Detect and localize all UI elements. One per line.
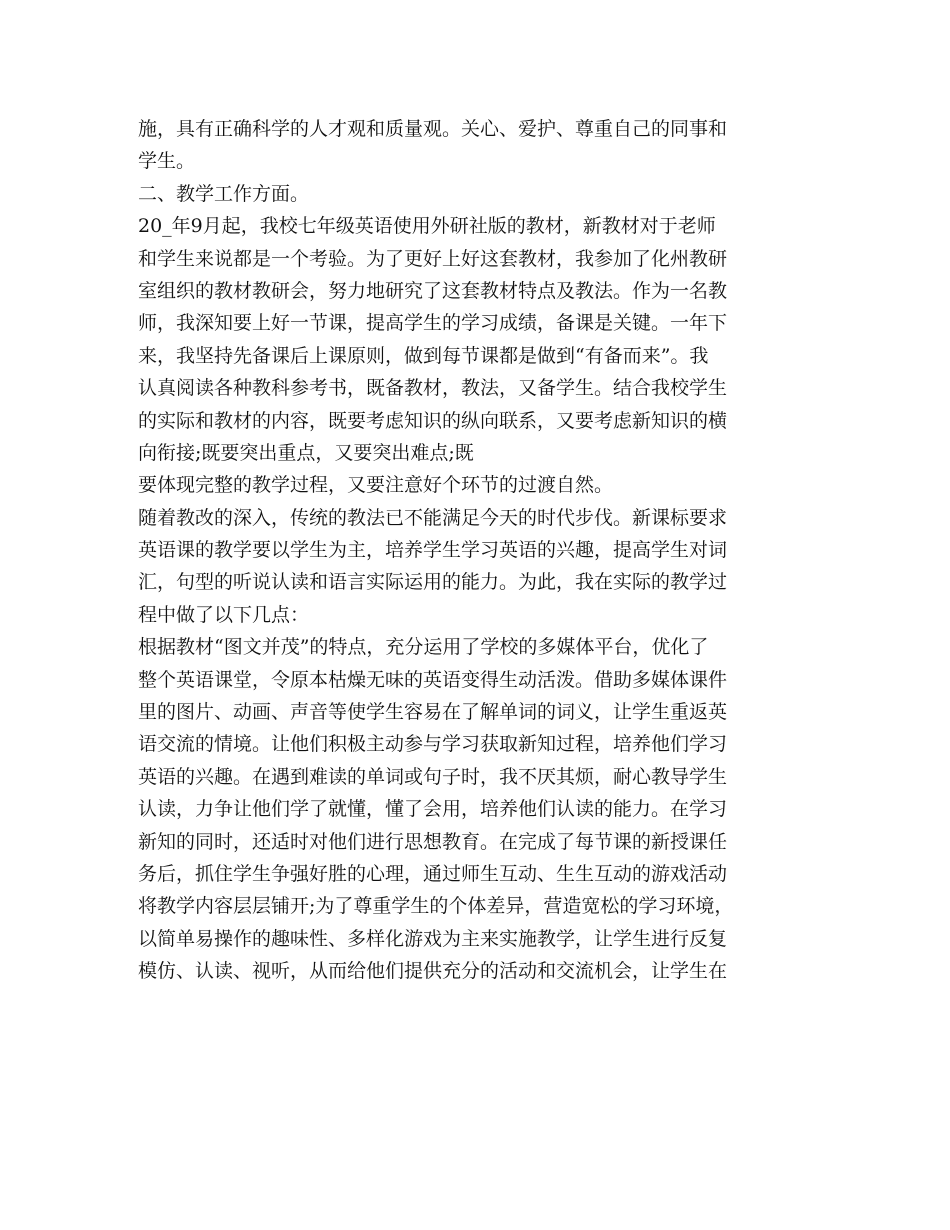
text-line: 整个英语课堂，令原本枯燥无味的英语变得生动活泼。借助多媒体课件	[138, 668, 728, 691]
text-line: 20_年9月起，我校七年级英语使用外研社版的教材，新教材对于老师	[138, 215, 716, 238]
text-line: 师，我深知要上好一节课，提高学生的学习成绩，备课是关键。一年下	[138, 312, 728, 335]
text-line: 来，我坚持先备课后上课原则，做到每节课都是做到“有备而来”。我	[138, 344, 709, 367]
text-line: 随着教改的深入，传统的教法已不能满足今天的时代步伐。新课标要求	[138, 506, 728, 529]
text-line: 学生。	[138, 150, 196, 173]
text-line: 语交流的情境。让他们积极主动参与学习获取新知过程，培养他们学习	[138, 733, 728, 756]
text-line: 施，具有正确科学的人才观和质量观。关心、爱护、尊重自己的同事和	[138, 118, 728, 140]
text-line: 将教学内容层层铺开;为了尊重学生的个体差异，营造宽松的学习环境，	[138, 895, 734, 918]
text-line: 以简单易操作的趣味性、多样化游戏为主来实施教学，让学生进行反复	[138, 927, 728, 950]
text-line: 和学生来说都是一个考验。为了更好上好这套教材，我参加了化州教研	[138, 247, 728, 270]
text-line: 要体现完整的教学过程，又要注意好个环节的过渡自然。	[138, 474, 614, 497]
section-heading: 二、教学工作方面。	[138, 182, 310, 205]
text-line: 模仿、认读、视听，从而给他们提供充分的活动和交流机会，让学生在	[138, 960, 728, 983]
text-line: 里的图片、动画、声音等使学生容易在了解单词的词义，让学生重返英	[138, 701, 728, 724]
text-line: 认读，力争让他们学了就懂，懂了会用，培养他们认读的能力。在学习	[138, 798, 728, 821]
text-line: 的实际和教材的内容，既要考虑知识的纵向联系，又要考虑新知识的横	[138, 409, 728, 432]
text-line: 程中做了以下几点：	[138, 603, 310, 626]
text-line: 新知的同时，还适时对他们进行思想教育。在完成了每节课的新授课任	[138, 830, 728, 853]
document-text	[138, 113, 828, 988]
text-line: 务后，抓住学生争强好胜的心理，通过师生互动、生生互动的游戏活动	[138, 862, 728, 885]
text-line: 汇，句型的听说认读和语言实际运用的能力。为此，我在实际的教学过	[138, 571, 728, 594]
text-line: 室组织的教材教研会，努力地研究了这套教材特点及教法。作为一名教	[138, 279, 728, 302]
text-line: 英语课的教学要以学生为主，培养学生学习英语的兴趣，提高学生对词	[138, 539, 728, 562]
text-line: 认真阅读各种教科参考书，既备教材，教法，又备学生。结合我校学生	[138, 377, 728, 400]
text-line: 英语的兴趣。在遇到难读的单词或句子时，我不厌其烦，耐心教导学生	[138, 765, 728, 788]
text-line: 根据教材“图文并茂”的特点，充分运用了学校的多媒体平台，优化了	[138, 636, 709, 659]
text-line: 向衔接;既要突出重点，又要突出难点;既	[138, 441, 474, 464]
